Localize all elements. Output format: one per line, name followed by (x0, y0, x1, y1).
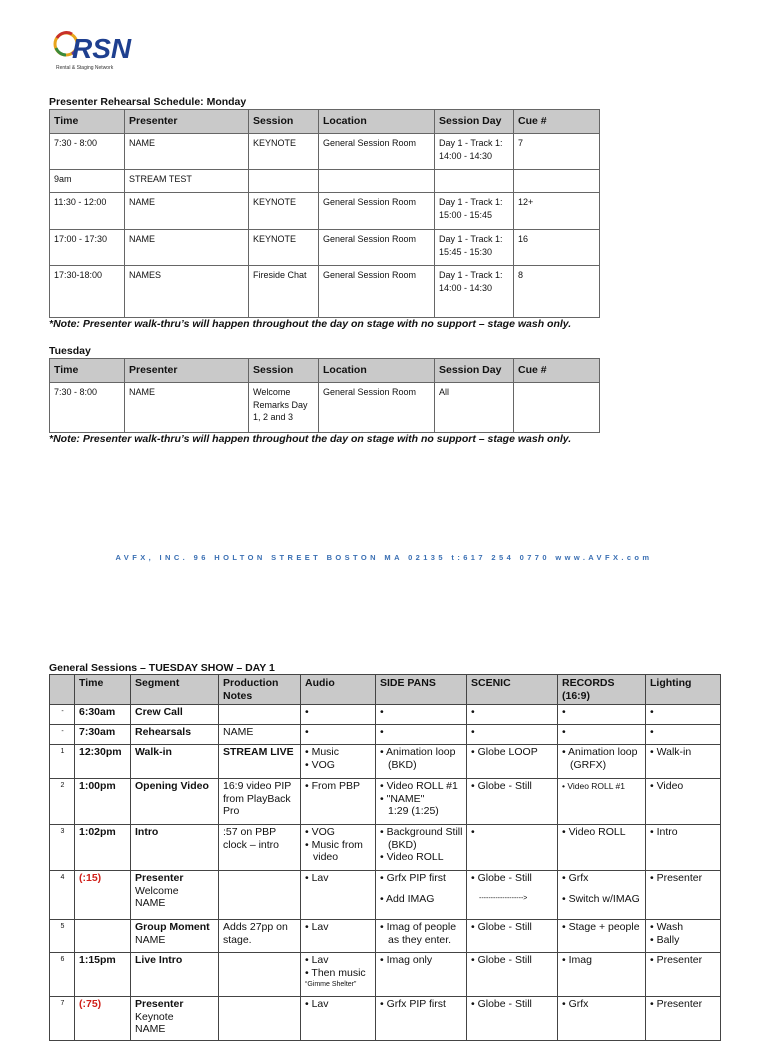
cell-audio (301, 825, 376, 871)
cell-time: 7:30 - 8:00 (50, 134, 125, 170)
cell-segment: Crew Call (131, 705, 219, 725)
table-header-row (50, 110, 600, 134)
duration-text: 1:29 (1:25) (388, 805, 439, 817)
bullet-item: • Walk-in (650, 746, 717, 759)
cell-time: 7:30 - 8:00 (50, 383, 125, 433)
table-row (50, 266, 600, 318)
header-session: Session (249, 110, 319, 134)
cell-audio (301, 871, 376, 920)
bullet-item (305, 706, 372, 719)
header-cue-number (50, 675, 75, 705)
cell-session: KEYNOTE (249, 134, 319, 170)
header-presenter: Presenter (125, 110, 249, 134)
table-row (50, 725, 721, 745)
bullet-item (650, 726, 717, 739)
segment-title: Presenter (135, 872, 184, 884)
cell-segment: Opening Video (131, 779, 219, 825)
bullet-item: • Video ROLL #1 (380, 780, 463, 793)
cell-lighting (646, 997, 721, 1041)
bullet-item: • Imag only (380, 954, 463, 967)
cell-audio (301, 745, 376, 779)
cell-time: 1:15pm (75, 953, 131, 997)
header-production-notes: Production Notes (219, 675, 301, 705)
bullet-item: • Globe - Still (471, 780, 554, 793)
cell-records (558, 953, 646, 997)
cell-cue-number: 2 (50, 779, 75, 825)
bullet-item (650, 706, 717, 719)
bullet-item: • Globe - Still (471, 998, 554, 1011)
table-row (50, 825, 721, 871)
header-time: Time (50, 359, 125, 383)
cell-side-pans (376, 871, 467, 920)
cell-cue: 7 (514, 134, 600, 170)
cell-time: 1:02pm (75, 825, 131, 871)
cell-time: 11:30 - 12:00 (50, 193, 125, 230)
bullet-item: • "NAME" (380, 793, 463, 806)
table-header-row (50, 359, 600, 383)
cell-side-pans (376, 920, 467, 953)
cell-lighting (646, 920, 721, 953)
bullet-item (305, 726, 372, 739)
cell-notes (219, 997, 301, 1041)
bullet-item: • Animation loop (BKD) (380, 746, 463, 771)
table-row (50, 997, 721, 1041)
cell-notes: 16:9 video PIP from PlayBack Pro (219, 779, 301, 825)
bullet-item: • Lav (305, 954, 372, 967)
cell-cue-number: 1 (50, 745, 75, 779)
cell-cue-number: - (50, 725, 75, 745)
cell-audio (301, 953, 376, 997)
cell-lighting (646, 779, 721, 825)
header-session-day: Session Day (435, 110, 514, 134)
header-session-day: Session Day (435, 359, 514, 383)
bullet-item: • Intro (650, 826, 717, 839)
cell-cue-number: 3 (50, 825, 75, 871)
tuesday-note: *Note: Presenter walk-thru’s will happen throughout the day on stage with no support – stage wash only. (49, 433, 572, 445)
cell-location: General Session Room (319, 134, 435, 170)
cell-side-pans (376, 705, 467, 725)
segment-line: Welcome (135, 884, 179, 897)
cell-records (558, 705, 646, 725)
bullet-item: • Video ROLL (380, 851, 463, 864)
cell-lighting (646, 871, 721, 920)
cell-cue: 12+ (514, 193, 600, 230)
bullet-item: • Switch w/IMAG (562, 893, 642, 906)
cell-cue (514, 383, 600, 433)
cell-side-pans (376, 953, 467, 997)
cell-records (558, 779, 646, 825)
cell-cue (514, 170, 600, 193)
cell-audio (301, 920, 376, 953)
bullet-item: • Globe - Still (471, 954, 554, 967)
table-row (50, 705, 721, 725)
cell-records (558, 725, 646, 745)
cell-notes: :57 on PBP clock – intro (219, 825, 301, 871)
cell-scenic (467, 705, 558, 725)
cell-audio (301, 705, 376, 725)
bullet-item (471, 706, 554, 719)
header-cue: Cue # (514, 110, 600, 134)
cell-scenic (467, 953, 558, 997)
cell-cue-number: - (50, 705, 75, 725)
cell-side-pans (376, 779, 467, 825)
cell-side-pans (376, 725, 467, 745)
cell-session: KEYNOTE (249, 230, 319, 266)
cell-notes: Adds 27pp on stage. (219, 920, 301, 953)
table-row (50, 170, 600, 193)
header-presenter: Presenter (125, 359, 249, 383)
cell-segment: Intro (131, 825, 219, 871)
bullet-item (380, 706, 463, 719)
bullet-item: • Add IMAG (380, 893, 463, 906)
cell-lighting (646, 953, 721, 997)
cell-presenter: STREAM TEST (125, 170, 249, 193)
cell-scenic (467, 920, 558, 953)
bullet-item: • Presenter (650, 872, 717, 885)
cell-cue-number: 7 (50, 997, 75, 1041)
tuesday-schedule-table (49, 358, 600, 433)
cell-notes (219, 705, 301, 725)
header-scenic: SCENIC (467, 675, 558, 705)
cell-time: 9am (50, 170, 125, 193)
cell-audio (301, 725, 376, 745)
tuesday-caption: Tuesday (49, 345, 91, 357)
cell-time (75, 920, 131, 953)
cell-time (75, 871, 131, 920)
header-cue: Cue # (514, 359, 600, 383)
bullet-item: • Grfx PIP first (380, 998, 463, 1011)
cell-records (558, 745, 646, 779)
monday-caption: Presenter Rehearsal Schedule: Monday (49, 96, 247, 108)
cell-notes: NAME (219, 725, 301, 745)
show-caption: General Sessions – TUESDAY SHOW – DAY 1 (49, 662, 275, 674)
bullet-item: • Background Still (BKD) (380, 826, 463, 851)
cell-lighting (646, 825, 721, 871)
cell-time: 12:30pm (75, 745, 131, 779)
cell-time: 6:30am (75, 705, 131, 725)
bullet-item: • VOG (305, 826, 372, 839)
song-title: “Gimme Shelter” (305, 981, 357, 988)
cell-segment (131, 997, 219, 1041)
table-row (50, 779, 721, 825)
company-footer: AVFX, INC. 96 HOLTON STREET BOSTON MA 02135 t:617 254 0770 www.AVFX.com (115, 553, 653, 562)
header-side-pans: SIDE PANS (376, 675, 467, 705)
cell-presenter: NAME (125, 383, 249, 433)
bullet-item: • Imag (562, 954, 642, 967)
cell-time: 17:30-18:00 (50, 266, 125, 318)
cell-scenic (467, 997, 558, 1041)
cell-session-day: Day 1 - Track 1: 15:45 - 15:30 (435, 230, 514, 266)
header-lighting: Lighting (646, 675, 721, 705)
duration-label: (:15) (79, 872, 102, 884)
segment-title: Presenter (135, 998, 184, 1010)
cell-side-pans (376, 997, 467, 1041)
cell-session: Fireside Chat (249, 266, 319, 318)
header-location: Location (319, 110, 435, 134)
cell-presenter: NAME (125, 230, 249, 266)
bullet-item: • Grfx (562, 998, 642, 1011)
cell-location (319, 170, 435, 193)
cell-audio (301, 779, 376, 825)
cell-scenic (467, 745, 558, 779)
cell-session-day: Day 1 - Track 1: 14:00 - 14:30 (435, 134, 514, 170)
cell-cue: 16 (514, 230, 600, 266)
bullet-item: • Globe LOOP (471, 746, 554, 759)
cell-audio (301, 997, 376, 1041)
table-row (50, 745, 721, 779)
cell-records (558, 920, 646, 953)
table-row (50, 193, 600, 230)
segment-line: NAME (135, 897, 166, 909)
bullet-item: • Lav (305, 921, 372, 934)
bullet-item: • Video ROLL (562, 826, 642, 839)
cell-segment (131, 920, 219, 953)
table-row (50, 953, 721, 997)
cell-time (75, 997, 131, 1041)
cell-scenic (467, 779, 558, 825)
cell-notes: STREAM LIVE (219, 745, 301, 779)
cell-lighting (646, 745, 721, 779)
cell-location: General Session Room (319, 383, 435, 433)
cell-session-day: Day 1 - Track 1: 15:00 - 15:45 (435, 193, 514, 230)
cell-lighting (646, 725, 721, 745)
bullet-item: • Video ROLL #1 (562, 780, 642, 793)
table-row (50, 230, 600, 266)
segment-line: Keynote (135, 1010, 174, 1023)
header-segment: Segment (131, 675, 219, 705)
bullet-item: • Imag of people as they enter. (380, 921, 463, 946)
bullet-item: • Video (650, 780, 717, 793)
segment-line: NAME (135, 933, 166, 946)
table-row (50, 383, 600, 433)
monday-schedule-table (49, 109, 600, 318)
table-row (50, 134, 600, 170)
header-time: Time (50, 110, 125, 134)
cell-location: General Session Room (319, 230, 435, 266)
bullet-item: • From PBP (305, 780, 372, 793)
cell-lighting (646, 705, 721, 725)
bullet-item: • Animation loop (GRFX) (562, 746, 642, 771)
header-audio: Audio (301, 675, 376, 705)
duration-label: (:75) (79, 998, 102, 1010)
table-row (50, 920, 721, 953)
cell-notes (219, 953, 301, 997)
cell-session-day: All (435, 383, 514, 433)
cell-session-day (435, 170, 514, 193)
cell-records (558, 871, 646, 920)
cell-time: 1:00pm (75, 779, 131, 825)
cell-time: 17:00 - 17:30 (50, 230, 125, 266)
cell-cue-number: 4 (50, 871, 75, 920)
header-records: RECORDS (16:9) (558, 675, 646, 705)
cell-location: General Session Room (319, 193, 435, 230)
cell-presenter: NAME (125, 193, 249, 230)
bullet-item: • Grfx (562, 872, 642, 885)
cell-session (249, 170, 319, 193)
bullet-item: • Lav (305, 872, 372, 885)
bullet-item: • Presenter (650, 998, 717, 1011)
bullet-item: • Presenter (650, 954, 717, 967)
header-time: Time (75, 675, 131, 705)
svg-text:Rental & Staging Network: Rental & Staging Network (56, 65, 114, 71)
header-location: Location (319, 359, 435, 383)
bullet-item (471, 826, 554, 839)
cell-session: Welcome Remarks Day 1, 2 and 3 (249, 383, 319, 433)
arrow-line: -------------------> (479, 894, 528, 902)
cell-cue-number: 6 (50, 953, 75, 997)
cell-session: KEYNOTE (249, 193, 319, 230)
bullet-item (471, 726, 554, 739)
cell-records (558, 825, 646, 871)
show-run-of-show-table (49, 674, 721, 1041)
cell-time: 7:30am (75, 725, 131, 745)
cell-segment: Rehearsals (131, 725, 219, 745)
bullet-item (562, 706, 642, 719)
bullet-item: • Globe - Still (471, 872, 554, 885)
bullet-item: • Then music (305, 967, 372, 980)
cell-cue: 8 (514, 266, 600, 318)
header-session: Session (249, 359, 319, 383)
cell-segment (131, 871, 219, 920)
cell-scenic (467, 725, 558, 745)
segment-line: NAME (135, 1023, 166, 1035)
cell-side-pans (376, 825, 467, 871)
bullet-item: • Music (305, 746, 372, 759)
cell-location: General Session Room (319, 266, 435, 318)
bullet-item: • VOG (305, 759, 372, 772)
table-header-row (50, 675, 721, 705)
cell-scenic (467, 871, 558, 920)
svg-text:RSN: RSN (72, 33, 132, 64)
bullet-item: • Music from video (305, 839, 372, 864)
bullet-item: • Grfx PIP first (380, 872, 463, 885)
bullet-item (380, 726, 463, 739)
bullet-item: • Wash (650, 921, 717, 934)
bullet-item: • Lav (305, 998, 372, 1011)
cell-cue-number: 5 (50, 920, 75, 953)
cell-session-day: Day 1 - Track 1: 14:00 - 14:30 (435, 266, 514, 318)
bullet-item: • Globe - Still (471, 921, 554, 934)
segment-title: Group Moment (135, 921, 210, 933)
bullet-item (562, 726, 642, 739)
rsn-logo (52, 28, 152, 74)
bullet-item: • Bally (650, 934, 717, 947)
table-row (50, 871, 721, 920)
cell-notes (219, 871, 301, 920)
cell-side-pans (376, 745, 467, 779)
cell-segment: Walk-in (131, 745, 219, 779)
cell-records (558, 997, 646, 1041)
cell-presenter: NAMES (125, 266, 249, 318)
monday-note: *Note: Presenter walk-thru’s will happen throughout the day on stage with no support – stage wash only. (49, 318, 572, 330)
cell-presenter: NAME (125, 134, 249, 170)
cell-segment: Live Intro (131, 953, 219, 997)
cell-scenic (467, 825, 558, 871)
bullet-item: • Stage + people (562, 921, 642, 934)
